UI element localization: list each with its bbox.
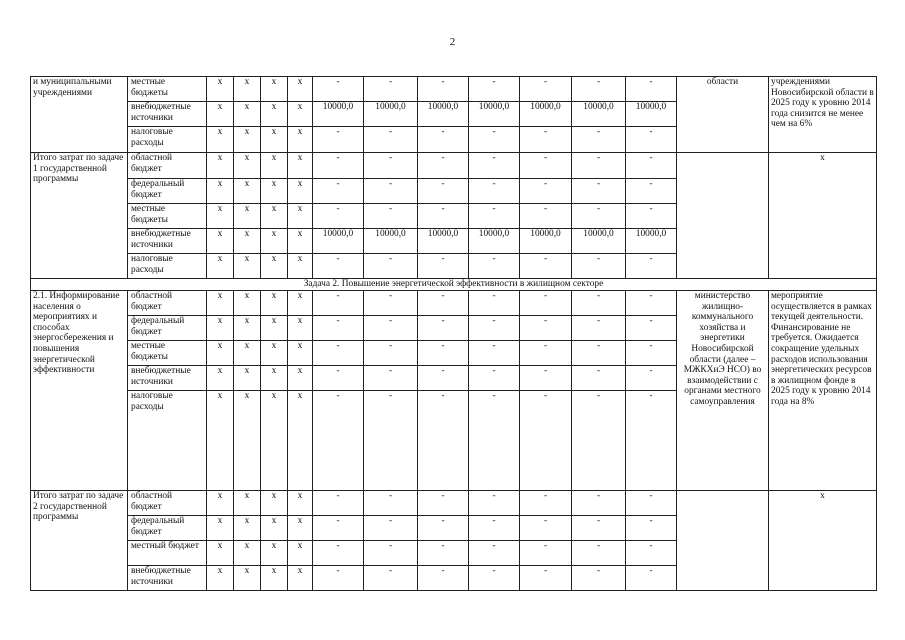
mark-cell: х: [288, 179, 313, 204]
year-value-cell: -: [364, 127, 418, 153]
year-value-cell: -: [364, 179, 418, 204]
mark-cell: х: [261, 254, 288, 279]
mark-cell: х: [261, 391, 288, 491]
year-value-cell: -: [626, 316, 677, 341]
funding-source-cell: внебюджетные источники: [128, 102, 207, 127]
year-value-cell: -: [418, 204, 469, 229]
funding-source-cell: областной бюджет: [128, 491, 207, 516]
year-value-cell: -: [313, 341, 364, 366]
expected-result-cell: х: [769, 491, 877, 591]
mark-cell: х: [207, 77, 234, 102]
mark-cell: х: [207, 102, 234, 127]
mark-cell: х: [234, 341, 261, 366]
year-value-cell: 10000,0: [520, 102, 572, 127]
year-value-cell: 10000,0: [418, 229, 469, 254]
year-value-cell: 10000,0: [572, 102, 626, 127]
mark-cell: х: [207, 566, 234, 591]
year-value-cell: -: [626, 566, 677, 591]
year-value-cell: 10000,0: [418, 102, 469, 127]
mark-cell: х: [288, 102, 313, 127]
year-value-cell: 10000,0: [364, 102, 418, 127]
year-value-cell: -: [313, 127, 364, 153]
year-value-cell: -: [626, 153, 677, 179]
year-value-cell: -: [364, 491, 418, 516]
year-value-cell: -: [418, 391, 469, 491]
year-value-cell: -: [626, 254, 677, 279]
mark-cell: х: [288, 77, 313, 102]
year-value-cell: -: [520, 491, 572, 516]
year-value-cell: -: [520, 366, 572, 391]
year-value-cell: 10000,0: [313, 229, 364, 254]
mark-cell: х: [288, 127, 313, 153]
year-value-cell: -: [418, 516, 469, 541]
year-value-cell: -: [520, 153, 572, 179]
mark-cell: х: [288, 316, 313, 341]
year-value-cell: -: [469, 566, 520, 591]
mark-cell: х: [207, 516, 234, 541]
year-value-cell: 10000,0: [626, 102, 677, 127]
year-value-cell: -: [520, 179, 572, 204]
year-value-cell: -: [418, 153, 469, 179]
table-row: [31, 153, 877, 179]
year-value-cell: -: [313, 491, 364, 516]
year-value-cell: -: [520, 516, 572, 541]
mark-cell: х: [261, 491, 288, 516]
year-value-cell: -: [469, 179, 520, 204]
year-value-cell: -: [364, 291, 418, 316]
mark-cell: х: [234, 391, 261, 491]
funding-source-cell: местные бюджеты: [128, 77, 207, 102]
year-value-cell: -: [626, 366, 677, 391]
year-value-cell: -: [572, 366, 626, 391]
year-value-cell: -: [626, 516, 677, 541]
year-value-cell: -: [572, 516, 626, 541]
mark-cell: х: [207, 391, 234, 491]
task-header-row: [31, 279, 877, 291]
mark-cell: х: [207, 153, 234, 179]
mark-cell: х: [234, 102, 261, 127]
year-value-cell: -: [626, 179, 677, 204]
mark-cell: х: [288, 229, 313, 254]
funding-source-cell: местные бюджеты: [128, 341, 207, 366]
funding-source-cell: федеральный бюджет: [128, 316, 207, 341]
mark-cell: х: [234, 254, 261, 279]
mark-cell: х: [261, 291, 288, 316]
mark-cell: х: [288, 541, 313, 566]
mark-cell: х: [207, 229, 234, 254]
year-value-cell: -: [313, 391, 364, 491]
year-value-cell: -: [572, 341, 626, 366]
year-value-cell: -: [313, 153, 364, 179]
year-value-cell: -: [313, 566, 364, 591]
year-value-cell: 10000,0: [364, 229, 418, 254]
year-value-cell: -: [626, 77, 677, 102]
mark-cell: х: [207, 204, 234, 229]
mark-cell: х: [288, 491, 313, 516]
year-value-cell: -: [626, 291, 677, 316]
year-value-cell: -: [418, 254, 469, 279]
year-value-cell: -: [520, 127, 572, 153]
executor-cell: [677, 491, 769, 591]
mark-cell: х: [288, 153, 313, 179]
year-value-cell: -: [364, 341, 418, 366]
funding-source-cell: местный бюджет: [128, 541, 207, 566]
year-value-cell: -: [520, 391, 572, 491]
year-value-cell: -: [418, 127, 469, 153]
activity-name-cell: Итого затрат по задаче 1 государственной программы: [31, 153, 128, 279]
year-value-cell: -: [418, 491, 469, 516]
mark-cell: х: [234, 153, 261, 179]
year-value-cell: -: [364, 366, 418, 391]
expected-result-cell: учреждениями Новосибирской области в 2025 году к уровню 2014 года снизится не менее чем на 6%: [769, 77, 877, 153]
year-value-cell: -: [313, 179, 364, 204]
year-value-cell: -: [469, 153, 520, 179]
year-value-cell: -: [313, 204, 364, 229]
year-value-cell: -: [572, 566, 626, 591]
mark-cell: х: [261, 102, 288, 127]
activity-name-cell: и муниципальными учреждениями: [31, 77, 128, 153]
mark-cell: х: [234, 316, 261, 341]
mark-cell: х: [288, 254, 313, 279]
year-value-cell: -: [418, 77, 469, 102]
year-value-cell: -: [572, 541, 626, 566]
year-value-cell: -: [418, 179, 469, 204]
funding-source-cell: внебюджетные источники: [128, 366, 207, 391]
year-value-cell: -: [469, 204, 520, 229]
mark-cell: х: [234, 291, 261, 316]
year-value-cell: -: [520, 316, 572, 341]
mark-cell: х: [261, 127, 288, 153]
year-value-cell: -: [520, 566, 572, 591]
year-value-cell: -: [469, 316, 520, 341]
mark-cell: х: [261, 179, 288, 204]
activity-name-cell: Итого затрат по задаче 2 государственной программы: [31, 491, 128, 591]
year-value-cell: -: [469, 291, 520, 316]
mark-cell: х: [261, 366, 288, 391]
year-value-cell: -: [313, 366, 364, 391]
mark-cell: х: [234, 366, 261, 391]
year-value-cell: -: [364, 566, 418, 591]
year-value-cell: -: [313, 77, 364, 102]
executor-cell: [677, 153, 769, 279]
activity-name-cell: 2.1. Информирование населения о мероприятиях и способах энергосбережения и повышения энергетической эффективности: [31, 291, 128, 491]
year-value-cell: -: [364, 204, 418, 229]
mark-cell: х: [288, 341, 313, 366]
year-value-cell: -: [572, 204, 626, 229]
year-value-cell: -: [418, 366, 469, 391]
task-header: Задача 2. Повышение энергетической эффективности в жилищном секторе: [31, 279, 877, 291]
year-value-cell: -: [520, 77, 572, 102]
year-value-cell: -: [469, 391, 520, 491]
year-value-cell: -: [469, 516, 520, 541]
year-value-cell: -: [313, 541, 364, 566]
mark-cell: х: [261, 341, 288, 366]
year-value-cell: -: [418, 291, 469, 316]
mark-cell: х: [288, 204, 313, 229]
year-value-cell: -: [418, 316, 469, 341]
funding-source-cell: внебюджетные источники: [128, 566, 207, 591]
year-value-cell: 10000,0: [572, 229, 626, 254]
year-value-cell: -: [626, 341, 677, 366]
year-value-cell: -: [520, 291, 572, 316]
mark-cell: х: [234, 179, 261, 204]
year-value-cell: -: [626, 391, 677, 491]
year-value-cell: -: [364, 153, 418, 179]
year-value-cell: -: [469, 127, 520, 153]
year-value-cell: -: [364, 541, 418, 566]
year-value-cell: -: [418, 566, 469, 591]
mark-cell: х: [234, 204, 261, 229]
mark-cell: х: [288, 516, 313, 541]
year-value-cell: 10000,0: [520, 229, 572, 254]
mark-cell: х: [261, 77, 288, 102]
year-value-cell: 10000,0: [469, 229, 520, 254]
year-value-cell: -: [313, 316, 364, 341]
mark-cell: х: [234, 491, 261, 516]
year-value-cell: -: [626, 204, 677, 229]
mark-cell: х: [234, 516, 261, 541]
year-value-cell: -: [364, 77, 418, 102]
year-value-cell: -: [469, 77, 520, 102]
year-value-cell: -: [520, 254, 572, 279]
mark-cell: х: [234, 127, 261, 153]
mark-cell: х: [207, 291, 234, 316]
executor-cell: министерство жилищно-коммунального хозяйства и энергетики Новосибирской области (далее – МЖКХиЭ НСО) во взаимодействии с органами местного самоуправления: [677, 291, 769, 491]
year-value-cell: -: [469, 491, 520, 516]
mark-cell: х: [261, 316, 288, 341]
mark-cell: х: [207, 341, 234, 366]
mark-cell: х: [261, 541, 288, 566]
year-value-cell: -: [572, 153, 626, 179]
mark-cell: х: [288, 366, 313, 391]
mark-cell: х: [207, 366, 234, 391]
year-value-cell: -: [626, 491, 677, 516]
mark-cell: х: [234, 77, 261, 102]
mark-cell: х: [288, 391, 313, 491]
mark-cell: х: [234, 541, 261, 566]
mark-cell: х: [207, 541, 234, 566]
page-number: 2: [449, 36, 456, 48]
year-value-cell: -: [626, 127, 677, 153]
year-value-cell: -: [520, 341, 572, 366]
funding-source-cell: налоговые расходы: [128, 391, 207, 491]
mark-cell: х: [261, 516, 288, 541]
table-row: [31, 291, 877, 316]
table-row: [31, 491, 877, 516]
expected-result-cell: х: [769, 153, 877, 279]
funding-source-cell: областной бюджет: [128, 291, 207, 316]
funding-source-cell: налоговые расходы: [128, 254, 207, 279]
year-value-cell: -: [313, 291, 364, 316]
year-value-cell: -: [313, 516, 364, 541]
mark-cell: х: [234, 566, 261, 591]
year-value-cell: -: [469, 341, 520, 366]
mark-cell: х: [288, 291, 313, 316]
funding-source-cell: федеральный бюджет: [128, 516, 207, 541]
mark-cell: х: [207, 127, 234, 153]
year-value-cell: -: [364, 254, 418, 279]
year-value-cell: -: [469, 254, 520, 279]
funding-source-cell: внебюджетные источники: [128, 229, 207, 254]
year-value-cell: -: [364, 316, 418, 341]
year-value-cell: -: [572, 254, 626, 279]
year-value-cell: -: [520, 541, 572, 566]
year-value-cell: -: [572, 179, 626, 204]
year-value-cell: -: [572, 291, 626, 316]
table-row: [31, 77, 877, 102]
year-value-cell: -: [520, 204, 572, 229]
year-value-cell: -: [572, 127, 626, 153]
mark-cell: х: [261, 204, 288, 229]
year-value-cell: -: [469, 541, 520, 566]
year-value-cell: -: [572, 316, 626, 341]
year-value-cell: 10000,0: [313, 102, 364, 127]
mark-cell: х: [234, 229, 261, 254]
mark-cell: х: [207, 179, 234, 204]
budget-table: [30, 76, 877, 591]
year-value-cell: -: [469, 366, 520, 391]
year-value-cell: -: [572, 77, 626, 102]
mark-cell: х: [261, 566, 288, 591]
year-value-cell: -: [626, 541, 677, 566]
year-value-cell: -: [572, 491, 626, 516]
mark-cell: х: [288, 566, 313, 591]
year-value-cell: -: [418, 541, 469, 566]
funding-source-cell: местные бюджеты: [128, 204, 207, 229]
year-value-cell: -: [364, 391, 418, 491]
mark-cell: х: [261, 229, 288, 254]
funding-source-cell: федеральный бюджет: [128, 179, 207, 204]
year-value-cell: -: [313, 254, 364, 279]
funding-source-cell: областной бюджет: [128, 153, 207, 179]
executor-cell: области: [677, 77, 769, 153]
year-value-cell: 10000,0: [626, 229, 677, 254]
funding-source-cell: налоговые расходы: [128, 127, 207, 153]
year-value-cell: 10000,0: [469, 102, 520, 127]
year-value-cell: -: [418, 341, 469, 366]
mark-cell: х: [207, 254, 234, 279]
mark-cell: х: [261, 153, 288, 179]
expected-result-cell: мероприятие осуществляется в рамках текущей деятельности. Финансирование не требуется. Ожидается сокращение удельных расходов использования энергетических ресурсов в жилищном фонде в 2025 году к уровню 2014 года на 8%: [769, 291, 877, 491]
mark-cell: х: [207, 491, 234, 516]
year-value-cell: -: [572, 391, 626, 491]
year-value-cell: -: [364, 516, 418, 541]
mark-cell: х: [207, 316, 234, 341]
